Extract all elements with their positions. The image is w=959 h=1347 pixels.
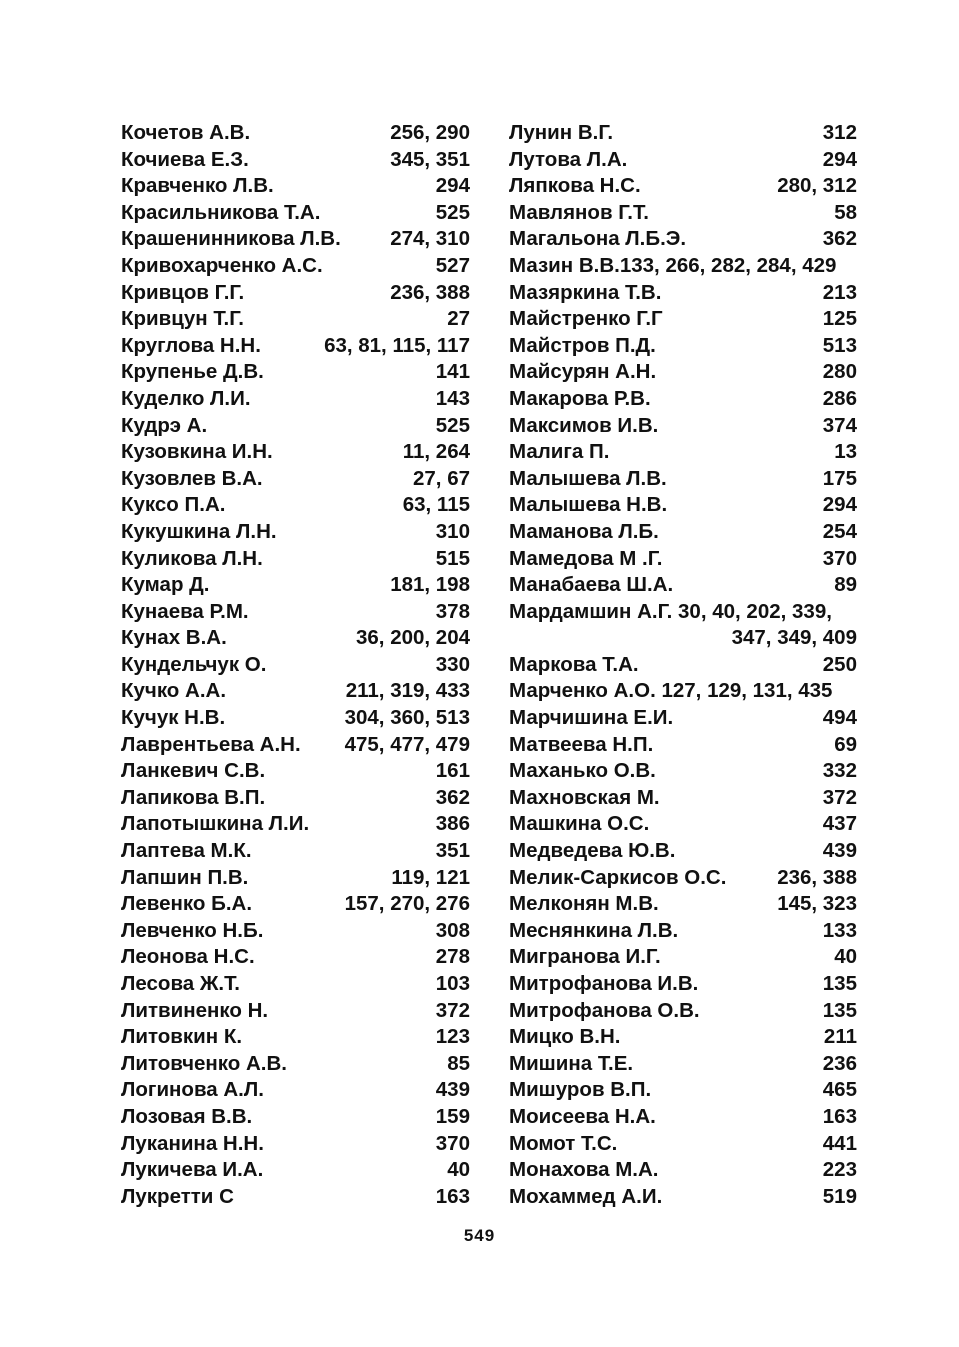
author-name: Мицко В.Н.: [509, 1025, 621, 1049]
page-references: 441: [822, 1131, 857, 1155]
page-references: 236, 388: [390, 280, 470, 304]
index-entry: [121, 944, 470, 971]
page-references: 63, 81, 115, 117: [324, 333, 470, 357]
author-name: Кудрэ А.: [121, 413, 208, 437]
index-entry: [121, 519, 470, 546]
page-references: 254: [822, 519, 857, 543]
index-entry: [509, 998, 857, 1025]
index-entry: [121, 147, 470, 174]
page-references: 286: [822, 386, 857, 410]
index-entry: [121, 226, 470, 253]
page-references: 256, 290: [390, 121, 470, 144]
author-name: Марчишина Е.И.: [509, 706, 674, 730]
author-name: Мавлянов Г.Т.: [509, 200, 649, 224]
author-name: Литвиненко Н.: [121, 998, 269, 1022]
index-entry: [509, 147, 857, 174]
author-name: Лукичева И.А.: [121, 1158, 264, 1182]
page-references: 475, 477, 479: [344, 732, 470, 756]
page-references: 330: [435, 652, 470, 676]
author-name: Крупенье Д.В.: [121, 360, 264, 384]
author-name: Макарова Р.В.: [509, 386, 651, 410]
page-references: 123: [435, 1025, 470, 1049]
author-name: Кривцун Т.Г.: [121, 307, 244, 331]
author-name: Литовкин К.: [121, 1025, 243, 1049]
author-name: Кукушкина Л.Н.: [121, 519, 277, 543]
author-name: Лапотышкина Л.И.: [121, 812, 310, 836]
author-name: Лаврентьева А.Н.: [121, 732, 301, 756]
author-name: Кочиева Е.З.: [121, 147, 249, 171]
page-references: 525: [435, 200, 470, 224]
page-references: 294: [435, 174, 470, 198]
index-entry: [509, 732, 857, 759]
author-name: Мазин В.В.133, 266, 282, 284, 429: [509, 253, 837, 277]
author-name: Кривцов Г.Г.: [121, 280, 245, 304]
page-references: 372: [822, 785, 857, 809]
author-name: Моисеева Н.А.: [509, 1104, 656, 1128]
page-references: 439: [822, 839, 857, 863]
author-name: Куликова Л.Н.: [121, 546, 263, 570]
author-name: Круглова Н.Н.: [121, 333, 261, 357]
page-references: 310: [435, 519, 470, 543]
author-name: Мардамшин А.Г. 30, 40, 202, 339,: [509, 599, 832, 623]
index-entry: [509, 200, 857, 227]
index-entry: [121, 546, 470, 573]
page-references: 304, 360, 513: [344, 706, 470, 730]
index-entry: [121, 253, 470, 280]
index-column-left: [121, 120, 470, 1210]
page-references: 27, 67: [413, 466, 470, 490]
author-name: Кунах В.А.: [121, 626, 227, 650]
index-entry: [121, 838, 470, 865]
index-entry: [509, 758, 857, 785]
index-entry: [121, 971, 470, 998]
index-entry: [121, 1051, 470, 1078]
page-references: 85: [447, 1051, 470, 1075]
index-entry: [121, 333, 470, 360]
index-entry: [121, 120, 470, 147]
author-name: Литовченко А.В.: [121, 1051, 287, 1075]
index-entry: [509, 359, 857, 386]
index-entry: [509, 599, 857, 626]
index-entry: [509, 971, 857, 998]
author-name: Марченко А.О. 127, 129, 131, 435: [509, 679, 833, 703]
index-entry: [121, 492, 470, 519]
author-name: Кучук Н.В.: [121, 706, 226, 730]
author-name: Кузовкина И.Н.: [121, 440, 273, 464]
page-references: 374: [822, 413, 857, 437]
author-name: Кундельчук О.: [121, 652, 267, 676]
author-name: Малига П.: [509, 440, 610, 464]
author-name: Лесова Ж.Т.: [121, 972, 240, 995]
page-references-continuation: 347, 349, 409: [731, 626, 857, 650]
index-entry: [121, 652, 470, 679]
index-entry: [121, 732, 470, 759]
page-references: 362: [822, 227, 857, 251]
author-name: Кунаева Р.М.: [121, 599, 249, 623]
page-references: 125: [822, 307, 857, 331]
index-entry: [121, 306, 470, 333]
author-name: Майстренко Г.Г: [509, 307, 663, 331]
page-references: 370: [435, 1131, 470, 1155]
author-name: Лаптева М.К.: [121, 839, 252, 863]
page-references: 386: [435, 812, 470, 836]
author-name: Меснянкина Л.В.: [509, 918, 679, 942]
author-name: Маханько О.В.: [509, 759, 656, 783]
page-references: 211: [823, 1025, 857, 1049]
page-references: 345, 351: [390, 147, 470, 171]
index-entry: [509, 333, 857, 360]
index-entry: [509, 1104, 857, 1131]
page-references: 159: [435, 1104, 470, 1128]
author-name: Маркова Т.А.: [509, 652, 639, 676]
index-entry: [509, 466, 857, 493]
page-references: 145, 323: [777, 892, 857, 916]
page-references: 161: [435, 759, 470, 783]
page-references: 362: [435, 785, 470, 809]
author-name: Медведева Ю.В.: [509, 839, 676, 863]
page-references: 135: [822, 972, 857, 995]
page-number: 549: [463, 1226, 496, 1245]
index-entry: [121, 865, 470, 892]
page-references: 103: [435, 972, 470, 995]
index-entry: [121, 811, 470, 838]
author-name: Манабаева Ш.А.: [509, 573, 674, 597]
index-entry: [121, 1077, 470, 1104]
author-name: Логинова А.Л.: [121, 1078, 264, 1102]
author-name: Майсурян А.Н.: [509, 360, 657, 384]
page-references: 133: [822, 918, 857, 942]
index-entry: [509, 705, 857, 732]
index-entry: [509, 1077, 857, 1104]
page-references: 163: [822, 1104, 857, 1128]
page-references: 280: [822, 360, 857, 384]
page-references: 513: [822, 333, 857, 357]
page-references: 370: [822, 546, 857, 570]
page-references: 250: [822, 652, 857, 676]
author-name: Лапшин П.В.: [121, 865, 249, 889]
author-name: Мамедова М .Г.: [509, 546, 663, 570]
index-entry: [509, 519, 857, 546]
index-entry: [509, 944, 857, 971]
author-name: Максимов И.В.: [509, 413, 659, 437]
author-name: Лозовая В.В.: [121, 1104, 253, 1128]
page-references: 69: [834, 732, 857, 756]
index-column-right: [509, 120, 857, 1210]
page-references: 294: [822, 493, 857, 517]
author-name: Мелконян М.В.: [509, 892, 659, 916]
index-entry: [509, 652, 857, 679]
index-entry: [121, 998, 470, 1025]
page-references: 58: [834, 200, 857, 224]
page-references: 519: [822, 1184, 857, 1208]
author-name: Лутова Л.А.: [509, 147, 628, 171]
page-references: 213: [822, 280, 857, 304]
index-entry: [509, 120, 857, 147]
page-references: 143: [435, 386, 470, 410]
page-references: 36, 200, 204: [356, 626, 470, 650]
author-name: Майстров П.Д.: [509, 333, 656, 357]
page-references: 494: [822, 706, 857, 730]
author-name: Левенко Б.А.: [121, 892, 253, 916]
index-entry: [121, 785, 470, 812]
author-name: Мигранова И.Г.: [509, 945, 661, 969]
page-references: 163: [435, 1184, 470, 1208]
page-references: 11, 264: [402, 440, 470, 464]
author-name: Мишуров В.П.: [509, 1078, 652, 1102]
page-references: 63, 115: [402, 493, 470, 517]
author-name: Машкина О.С.: [509, 812, 650, 836]
index-entry: [509, 1024, 857, 1051]
page-references: 135: [822, 998, 857, 1022]
index-entry: [121, 599, 470, 626]
page-references: 515: [435, 546, 470, 570]
index-entry: [509, 811, 857, 838]
author-name: Левченко Н.Б.: [121, 918, 264, 942]
page-references: 439: [435, 1078, 470, 1102]
page-references: 141: [435, 360, 470, 384]
index-entry: [121, 625, 470, 652]
index-entry: [121, 173, 470, 200]
page-references: 175: [822, 466, 857, 490]
page-references: 437: [822, 812, 857, 836]
index-entry: [509, 678, 857, 705]
author-name: Митрофанова И.В.: [509, 972, 699, 995]
index-entry: [121, 891, 470, 918]
page-references: 211, 319, 433: [345, 679, 470, 703]
index-entry: [509, 1131, 857, 1158]
author-name: Луканина Н.Н.: [121, 1131, 264, 1155]
page-references: 527: [435, 253, 470, 277]
index-entry: [509, 306, 857, 333]
index-entry: [509, 492, 857, 519]
index-entry: [509, 1051, 857, 1078]
author-name: Магальона Л.Б.Э.: [509, 227, 687, 251]
page-references: 332: [822, 759, 857, 783]
index-entry: [121, 678, 470, 705]
author-name: Мелик-Саркисов О.С.: [509, 865, 727, 889]
page-references: 40: [447, 1158, 470, 1182]
index-entry: [121, 918, 470, 945]
author-name: Кумар Д.: [121, 573, 210, 597]
page-references: 157, 270, 276: [344, 892, 470, 916]
page-references: 223: [822, 1158, 857, 1182]
index-entry: [121, 1104, 470, 1131]
index-entry: [121, 200, 470, 227]
page-references: 294: [822, 147, 857, 171]
author-name: Мохаммед А.И.: [509, 1184, 663, 1208]
index-entry: [509, 439, 857, 466]
index-entry: [509, 226, 857, 253]
index-entry: [121, 1024, 470, 1051]
index-entry: [121, 705, 470, 732]
page-references: 13: [834, 440, 857, 464]
author-name: Монахова М.А.: [509, 1158, 659, 1182]
index-entry: [121, 1157, 470, 1184]
page-references: 525: [435, 413, 470, 437]
index-entry: [509, 891, 857, 918]
author-name: Момот Т.С.: [509, 1131, 618, 1155]
author-name: Мишина Т.Е.: [509, 1051, 634, 1075]
index-entry: [121, 386, 470, 413]
page-references: 236, 388: [777, 865, 857, 889]
index-entry: [509, 280, 857, 307]
index-entry: [509, 173, 857, 200]
index-entry: [121, 758, 470, 785]
page-references: 378: [435, 599, 470, 623]
index-entry: [121, 280, 470, 307]
author-name: Малышева Л.В.: [509, 466, 667, 490]
author-name: Леонова Н.С.: [121, 945, 255, 969]
page-references: 308: [435, 918, 470, 942]
index-entry: [509, 918, 857, 945]
index-entry: [509, 546, 857, 573]
index-entry: [509, 253, 857, 280]
author-name: Лукретти С: [121, 1184, 234, 1208]
index-entry: [509, 1184, 857, 1211]
page-references: 274, 310: [390, 227, 470, 251]
author-name: Куксо П.А.: [121, 493, 226, 517]
index-entry: [121, 572, 470, 599]
index-entry: [509, 413, 857, 440]
index-entry: [509, 1157, 857, 1184]
author-name: Кучко А.А.: [121, 679, 227, 703]
author-name: Матвеева Н.П.: [509, 732, 654, 756]
page-references: 280, 312: [777, 174, 857, 198]
index-entry: [121, 359, 470, 386]
author-name: Лунин В.Г.: [509, 121, 614, 144]
author-name: Махновская М.: [509, 785, 660, 809]
index-entry: [121, 439, 470, 466]
index-entry: [509, 785, 857, 812]
author-name: Митрофанова О.В.: [509, 998, 700, 1022]
index-entry: [121, 1131, 470, 1158]
author-name: Лапикова В.П.: [121, 785, 266, 809]
author-name: Маманова Л.Б.: [509, 519, 659, 543]
page-references: 278: [435, 945, 470, 969]
author-name: Кравченко Л.В.: [121, 174, 274, 198]
author-name: Малышева Н.В.: [509, 493, 668, 517]
page-references: 27: [447, 307, 470, 331]
author-name: Кривохарченко А.С.: [121, 253, 323, 277]
index-entry: [121, 413, 470, 440]
page-references: 89: [834, 573, 857, 597]
index-entry: [121, 1184, 470, 1211]
index-entry: [121, 466, 470, 493]
author-name: Красильникова Т.А.: [121, 200, 321, 224]
author-name: Кузовлев В.А.: [121, 466, 263, 490]
page-references: 236: [822, 1051, 857, 1075]
page-references: 119, 121: [391, 865, 470, 889]
page-references: 312: [822, 121, 857, 144]
page-references: 181, 198: [390, 573, 470, 597]
index-entry: [509, 572, 857, 599]
author-name: Мазяркина Т.В.: [509, 280, 662, 304]
author-name: Ляпкова Н.С.: [509, 174, 641, 198]
page-references: 351: [435, 839, 470, 863]
page-references: 372: [435, 998, 470, 1022]
author-name: Ланкевич С.В.: [121, 759, 266, 783]
author-name: Кочетов А.В.: [121, 121, 251, 144]
author-name: Крашенинникова Л.В.: [121, 227, 341, 251]
page-references: 40: [834, 945, 857, 969]
page-references: 465: [822, 1078, 857, 1102]
author-name: Куделко Л.И.: [121, 386, 251, 410]
index-entry: [509, 838, 857, 865]
index-entry: [509, 386, 857, 413]
index-entry: [509, 865, 857, 892]
